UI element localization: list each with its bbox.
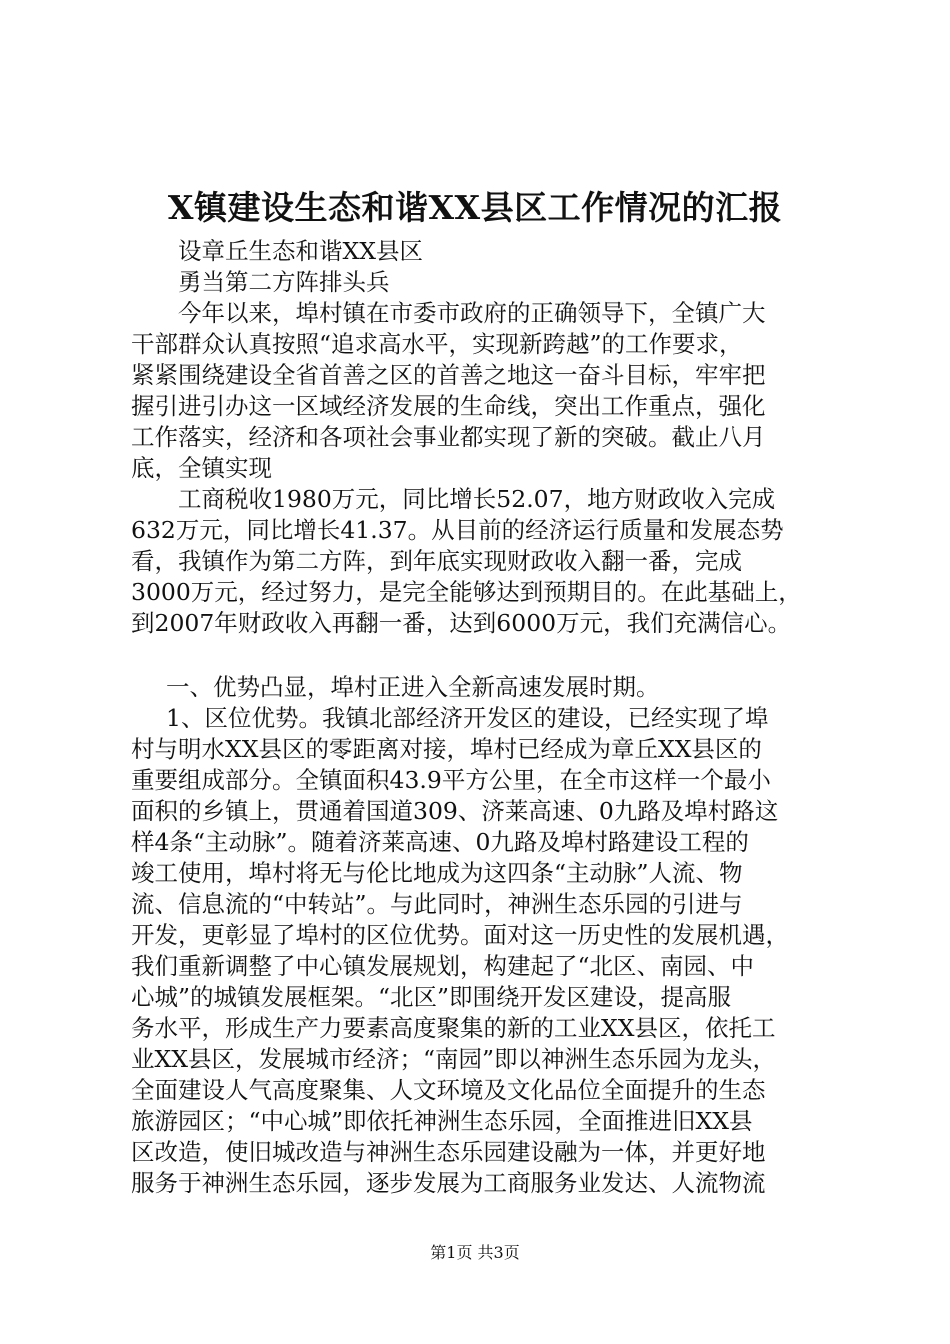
paragraph-line: 632万元，同比增长41.37。从目前的经济运行质量和发展态势 [131, 516, 784, 544]
paragraph-line: 今年以来，埠村镇在市委市政府的正确领导下，全镇广大 [178, 299, 766, 327]
paragraph-line: 我们重新调整了中心镇发展规划，构建起了“北区、南园、中 [131, 952, 755, 980]
paragraph-line: 务水平，形成生产力要素高度聚集的新的工业XX县区，依托工 [131, 1014, 776, 1042]
paragraph-line: 心城”的城镇发展框架。“北区”即围绕开发区建设，提高服 [131, 983, 732, 1011]
paragraph-line: 1、区位优势。我镇北部经济开发区的建设，已经实现了埠 [166, 704, 769, 732]
paragraph-line: 看，我镇作为第二方阵，到年底实现财政收入翻一番，完成 [131, 547, 742, 575]
paragraph-line: 全面建设人气高度聚集、人文环境及文化品位全面提升的生态 [131, 1076, 766, 1104]
subtitle-line: 设章丘生态和谐XX县区 [178, 237, 423, 265]
paragraph-line: 重要组成部分。全镇面积43.9平方公里，在全市这样一个最小 [131, 766, 771, 794]
paragraph-line: 竣工使用，埠村将无与伦比地成为这四条“主动脉”人流、物 [131, 859, 743, 887]
paragraph-spacer [131, 639, 836, 672]
paragraph-line: 流、信息流的“中转站”。与此同时，神洲生态乐园的引进与 [131, 890, 743, 918]
paragraph-line: 工商税收1980万元，同比增长52.07，地方财政收入完成 [178, 485, 776, 513]
paragraph-line: 开发，更彰显了埠村的区位优势。面对这一历史性的发展机遇， [131, 921, 789, 949]
paragraph-line: 工作落实，经济和各项社会事业都实现了新的突破。截止八月 [131, 423, 766, 451]
paragraph-line: 区改造，使旧城改造与神洲生态乐园建设融为一体，并更好地 [131, 1138, 766, 1166]
paragraph-line: 到2007年财政收入再翻一番，达到6000万元，我们充满信心。 [131, 609, 792, 637]
paragraph-line: 村与明水XX县区的零距离对接，埠村已经成为章丘XX县区的 [131, 735, 762, 763]
page-number-footer: 第1页 共3页 [430, 1243, 520, 1262]
paragraph-line: 紧紧围绕建设全省首善之区的首善之地这一奋斗目标，牢牢把 [131, 361, 766, 389]
paragraph-line: 旅游园区；“中心城”即依托神洲生态乐园，全面推进旧XX县 [131, 1107, 753, 1135]
paragraph-line: 底，全镇实现 [131, 454, 272, 482]
paragraph-line: 样4条“主动脉”。随着济莱高速、0九路及埠村路建设工程的 [131, 828, 749, 856]
document-title: X镇建设生态和谐XX县区工作情况的汇报 [167, 188, 783, 227]
paragraph-line: 面积的乡镇上，贯通着国道309、济莱高速、0九路及埠村路这 [131, 797, 779, 825]
subtitle-line: 勇当第二方阵排头兵 [178, 268, 390, 296]
paragraph-line: 3000万元，经过努力，是完全能够达到预期目的。在此基础上， [131, 578, 802, 606]
paragraph-line: 干部群众认真按照“追求高水平，实现新跨越”的工作要求， [131, 330, 743, 358]
document-body [131, 236, 836, 1199]
section-heading: 一、优势凸显，埠村正进入全新高速发展时期。 [166, 673, 660, 701]
paragraph-line: 业XX县区，发展城市经济；“南园”即以神洲生态乐园为龙头， [131, 1045, 776, 1073]
paragraph-line: 握引进引办这一区域经济发展的生命线，突出工作重点，强化 [131, 392, 766, 420]
paragraph-line: 服务于神洲生态乐园，逐步发展为工商服务业发达、人流物流 [131, 1169, 766, 1197]
